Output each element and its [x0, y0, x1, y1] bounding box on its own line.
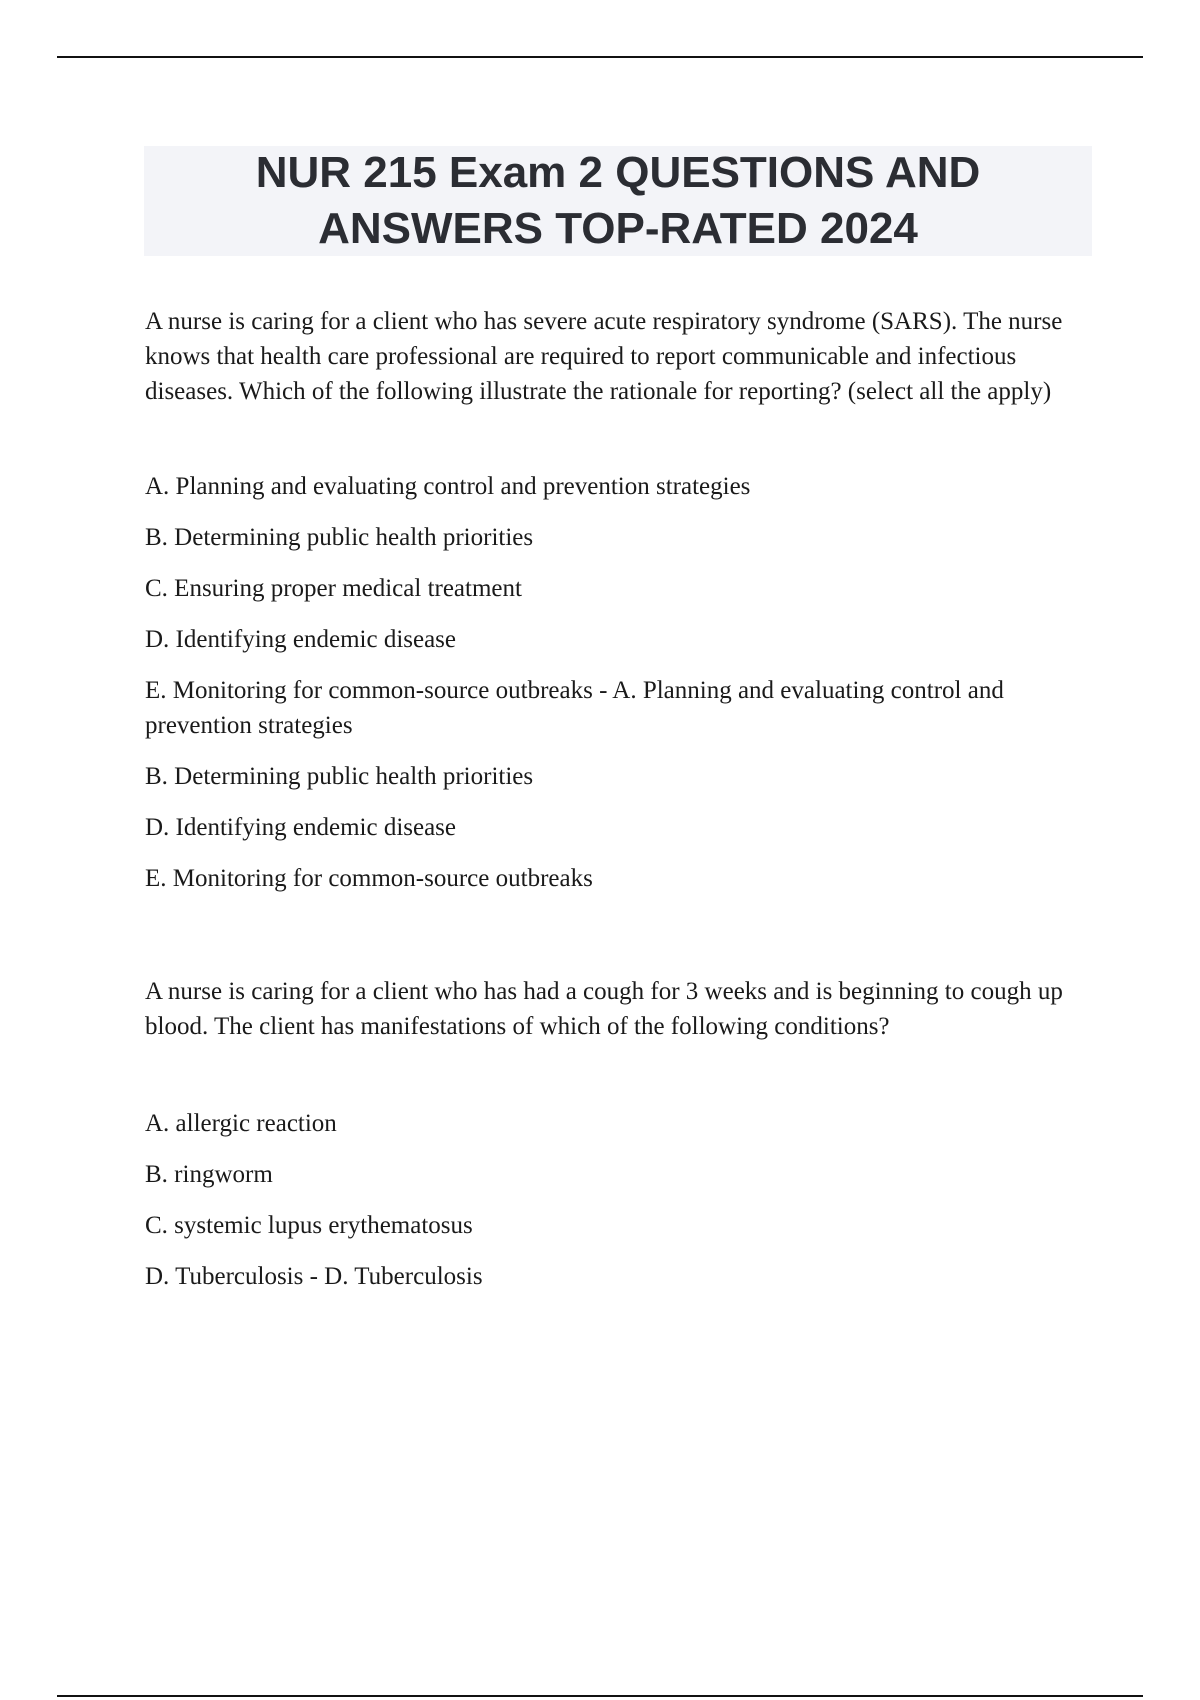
option-line: C. systemic lupus erythematosus	[145, 1212, 473, 1239]
question-2	[145, 974, 1085, 1294]
title-banner	[144, 146, 1092, 256]
option-line: C. Ensuring proper medical treatment	[145, 575, 522, 602]
option-line: A. allergic reaction	[145, 1110, 337, 1137]
question-1-options	[145, 469, 1085, 896]
option-line: B. ringworm	[145, 1161, 273, 1188]
option-line-with-answer: D. Tuberculosis - D. Tuberculosis	[145, 1263, 483, 1290]
bottom-rule	[57, 1695, 1143, 1697]
answer-line: E. Monitoring for common-source outbreaks	[145, 865, 593, 892]
question-2-text: A nurse is caring for a client who has had a cough for 3 weeks and is beginning to cough up blood. The client has manifestations of which of the following conditions?	[145, 978, 1063, 1040]
question-1-text: A nurse is caring for a client who has severe acute respiratory syndrome (SARS). The nurse knows that health care professional are required to report communicable and infectious diseases. Which of the following illustrate the rationale for reporting? (select all the apply)	[145, 308, 1063, 405]
question-1	[145, 304, 1085, 896]
top-rule	[57, 56, 1143, 58]
document-body	[145, 304, 1085, 1310]
answer-line: B. Determining public health priorities	[145, 763, 534, 790]
document-title: NUR 215 Exam 2 QUESTIONS AND ANSWERS TOP-RATED 2024	[255, 148, 981, 253]
option-line: B. Determining public health priorities	[145, 524, 534, 551]
question-2-options	[145, 1106, 1085, 1294]
answer-line: D. Identifying endemic disease	[145, 814, 457, 841]
option-line: D. Identifying endemic disease	[145, 626, 457, 653]
option-line: A. Planning and evaluating control and prevention strategies	[145, 473, 751, 500]
option-line-with-answer: E. Monitoring for common-source outbreaks - A. Planning and evaluating control and prevention strategies	[145, 677, 1004, 739]
